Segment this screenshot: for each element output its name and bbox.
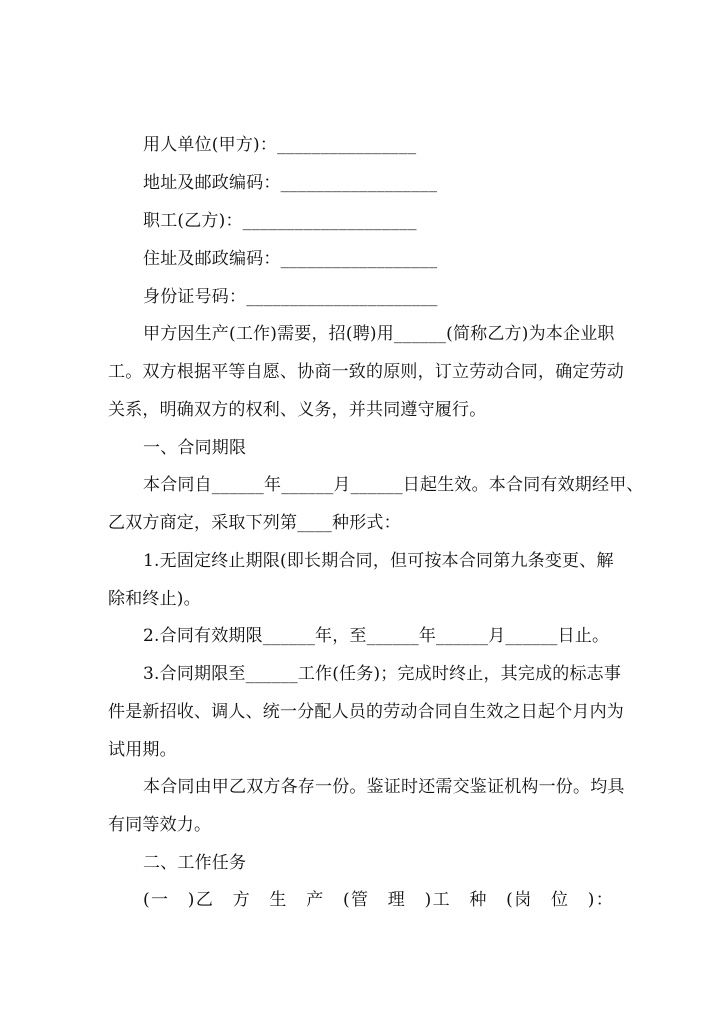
item2-line: 2.合同有效期限______年，至______年______月______日止。 <box>143 626 610 646</box>
copies-line-2: 有同等效力。 <box>108 815 212 835</box>
section1-line-2: 乙双方商定，采取下列第____种形式： <box>108 513 401 533</box>
section2-heading: 二、工作任务 <box>143 853 247 873</box>
field-id-number: 身份证号码：______________________ <box>143 287 438 307</box>
item3-line-2: 件是新招收、调人、统一分配人员的劳动合同自生效之日起个月内为 <box>108 702 624 722</box>
section2-line: (一 )乙 方 生 产 (管 理 )工 种 (岗 位 )： <box>143 890 613 910</box>
field-employee-address: 住址及邮政编码：__________________ <box>143 249 438 269</box>
item1-line-1: 1.无固定终止期限(即长期合同，但可按本合同第九条变更、解 <box>143 551 614 571</box>
intro-line-1: 甲方因生产(工作)需要，招(聘)用______(简称乙方)为本企业职 <box>143 324 615 344</box>
copies-line-1: 本合同由甲乙双方各存一份。鉴证时还需交鉴证机构一份。均具 <box>143 777 625 797</box>
item1-line-2: 除和终止)。 <box>108 589 201 609</box>
field-employer-address: 地址及邮政编码：__________________ <box>143 173 438 193</box>
field-employer: 用人单位(甲方)：________________ <box>143 135 417 155</box>
section1-line-1: 本合同自______年______月______日起生效。本合同有效期经甲、 <box>143 475 644 495</box>
item3-line-3: 试用期。 <box>108 740 177 760</box>
field-employee: 职工(乙方)：____________________ <box>143 211 417 231</box>
intro-line-3: 关系，明确双方的权利、义务，并共同遵守履行。 <box>108 400 487 420</box>
section1-heading: 一、合同期限 <box>143 438 247 458</box>
intro-line-2: 工。双方根据平等自愿、协商一致的原则，订立劳动合同，确定劳动 <box>108 362 624 382</box>
item3-line-1: 3.合同期限至______工作(任务)；完成时终止，其完成的标志事 <box>143 664 622 684</box>
